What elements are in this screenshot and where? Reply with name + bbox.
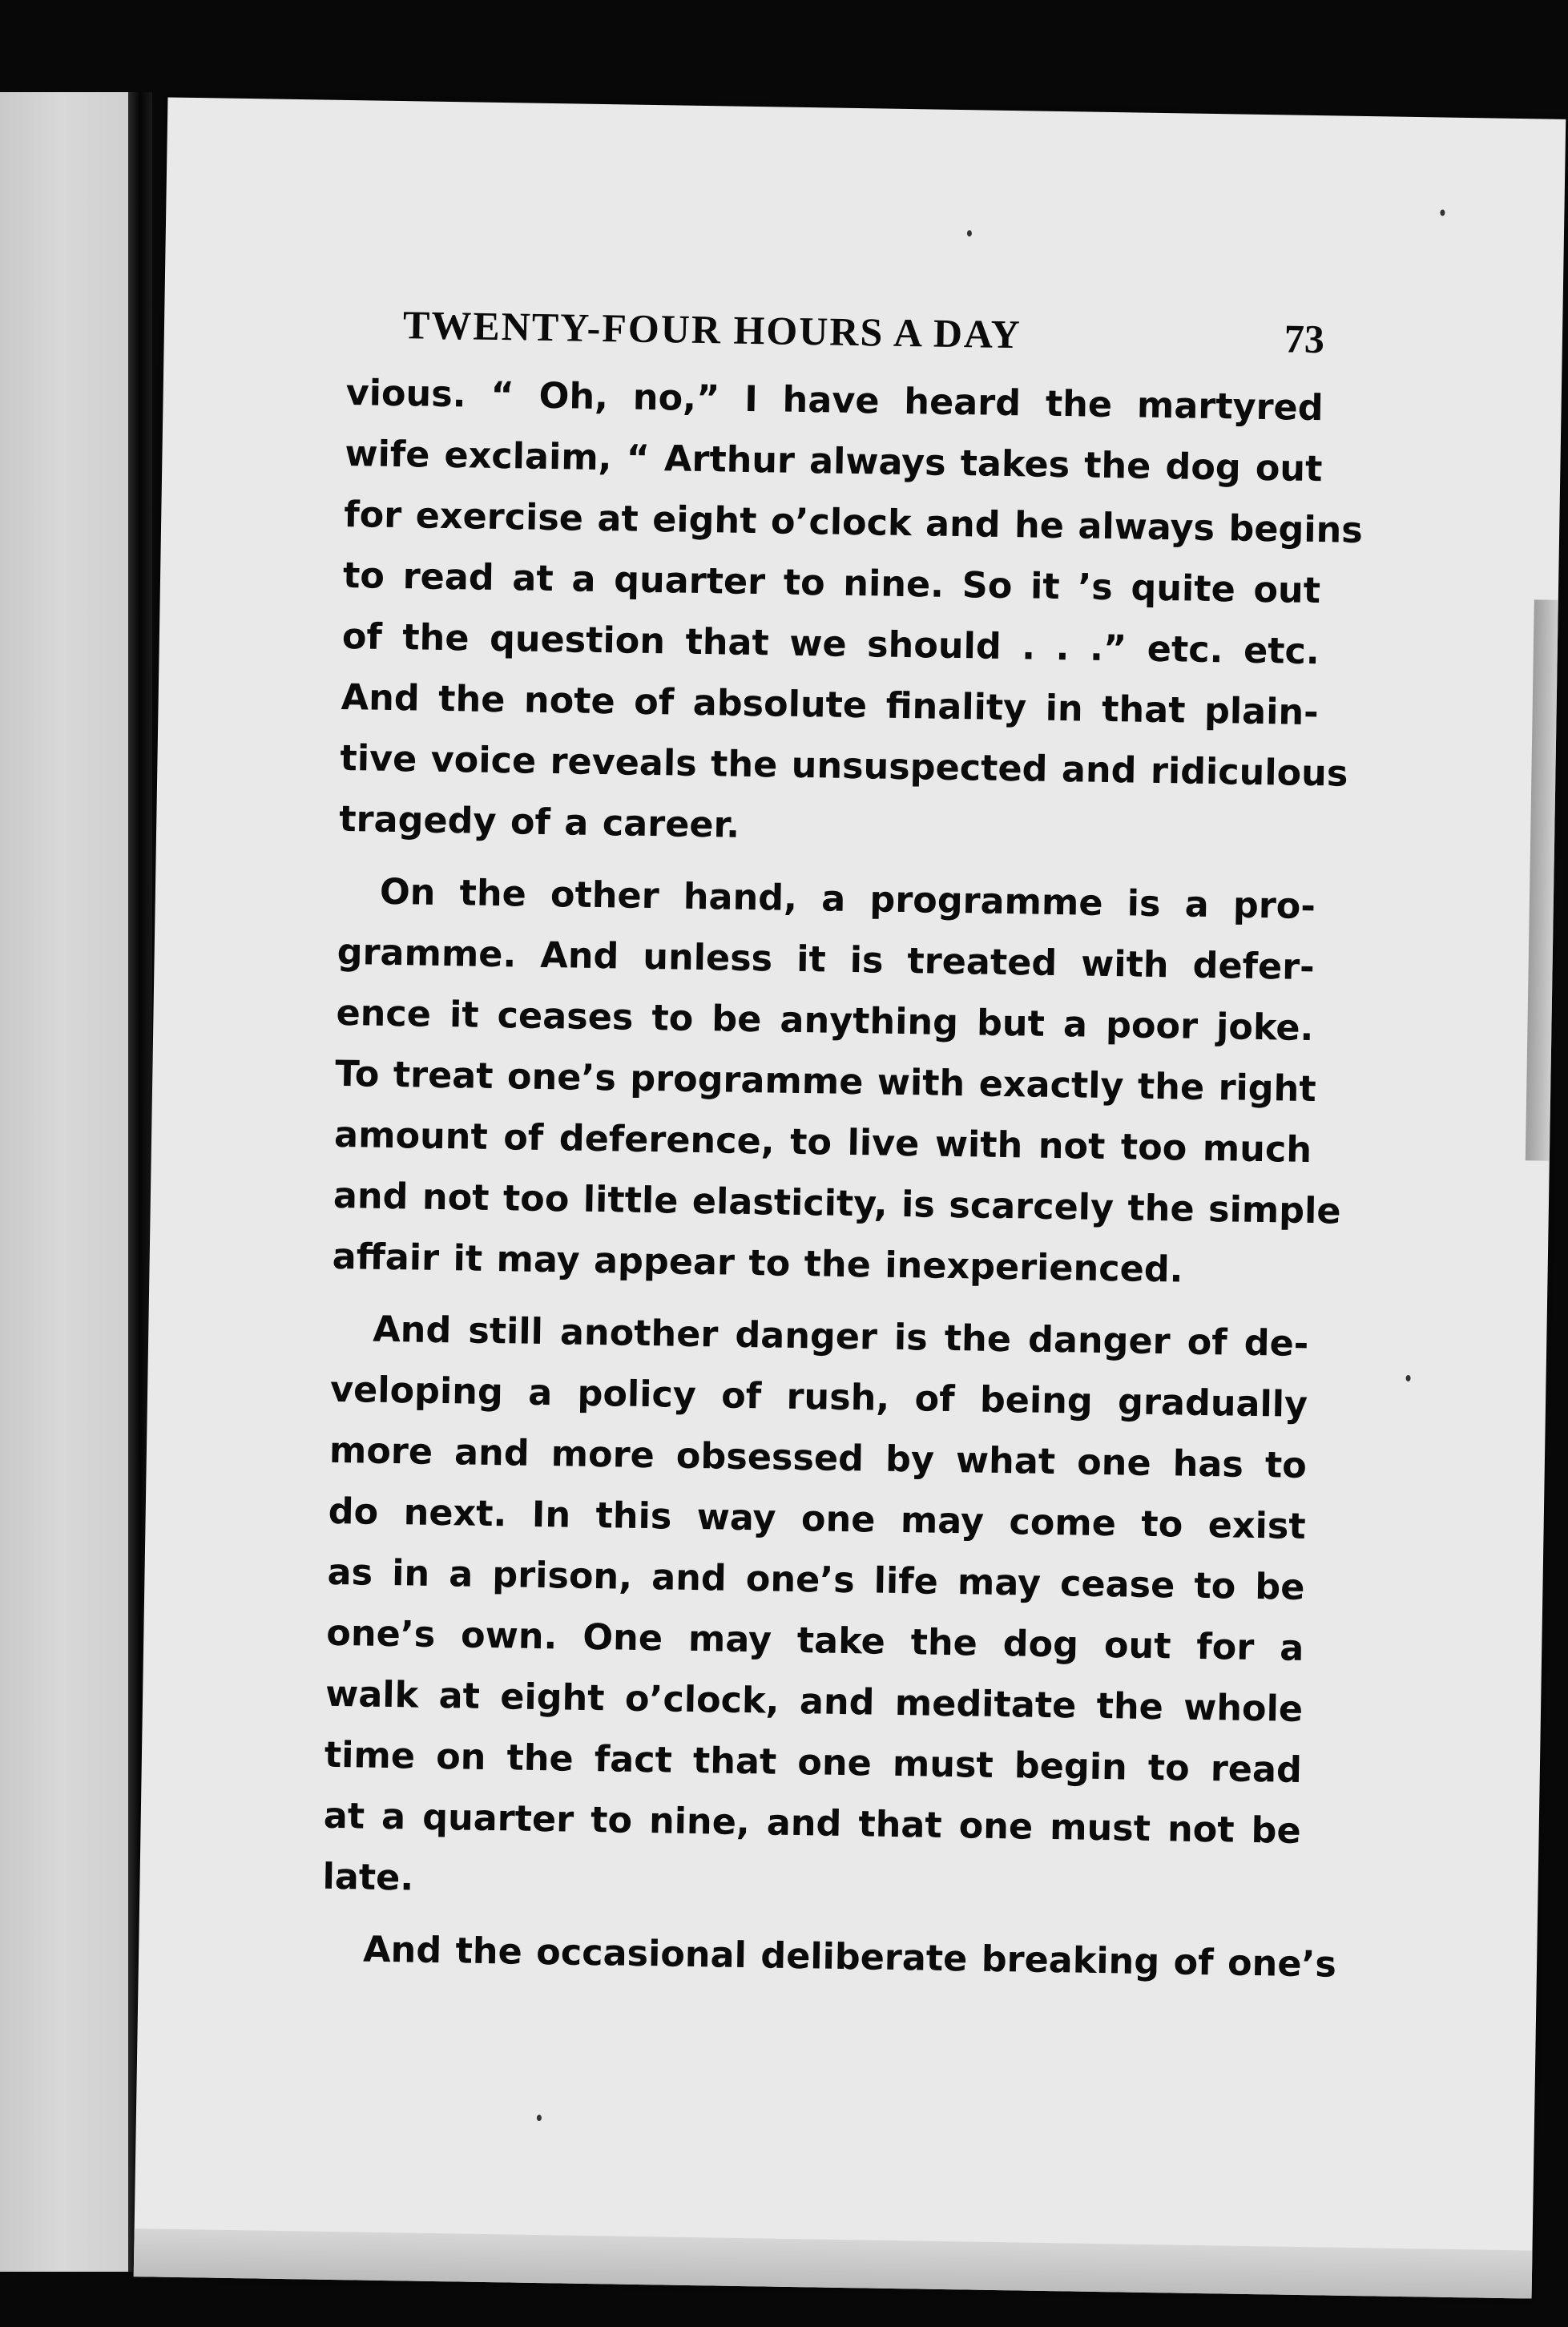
- text-line: veloping a policy of rush, of being gradually: [329, 1369, 1308, 1426]
- paragraph-4: [321, 1919, 1337, 1995]
- adjacent-left-page: [0, 92, 135, 2272]
- paragraph-2: [332, 861, 1341, 1303]
- text-line: And still another danger is the danger of de-: [372, 1309, 1309, 1365]
- paragraph-1: [338, 363, 1364, 865]
- dust-speck: [967, 230, 972, 236]
- paragraph-3: [322, 1299, 1309, 1923]
- text-line: And the occasional deliberate breaking of one’s: [362, 1929, 1337, 1986]
- text-line: for exercise at eight o’clock and he always begins: [343, 494, 1364, 551]
- page-text-block: [321, 300, 1364, 1995]
- text-line: and not too little elasticity, is scarcely the simple: [333, 1175, 1341, 1232]
- text-line: time on the fact that one must begin to read: [324, 1734, 1303, 1791]
- text-line: to read at a quarter to nine. So it ’s quite out: [342, 555, 1321, 612]
- text-line: amount of deference, to live with not too much: [333, 1114, 1312, 1172]
- text-line: wife exclaim, “ Arthur always takes the dog out: [345, 433, 1323, 490]
- dust-speck: [537, 2115, 542, 2121]
- running-head-title: TWENTY-FOUR HOURS A DAY: [402, 302, 1022, 357]
- text-line: do next. In this way one may come to exist: [328, 1490, 1307, 1547]
- text-line: as in a prison, and one’s life may cease to be: [327, 1551, 1305, 1608]
- text-line: ence it ceases to be anything but a poor joke.: [336, 992, 1314, 1050]
- text-line: On the other hand, a programme is a pro-: [379, 871, 1316, 928]
- page-number: 73: [1284, 316, 1325, 362]
- running-head: [346, 300, 1324, 372]
- text-line: of the question that we should . . .” etc. etc.: [341, 615, 1320, 673]
- text-line: one’s own. One may take the dog out for a: [325, 1612, 1304, 1669]
- dust-speck: [1440, 209, 1445, 216]
- text-line: vious. “ Oh, no,” I have heard the martyred: [345, 373, 1324, 430]
- text-line: more and more obsessed by what one has to: [329, 1430, 1308, 1486]
- text-line: walk at eight o’clock, and meditate the whole: [324, 1673, 1304, 1730]
- book-page: [134, 97, 1566, 2298]
- text-line: To treat one’s programme with exactly the right: [334, 1053, 1316, 1111]
- text-line: gramme. And unless it is treated with defer-: [337, 931, 1315, 989]
- text-line: And the note of absolute finality in that plain-: [341, 676, 1319, 734]
- text-line: tive voice reveals the unsuspected and ridiculous: [340, 737, 1348, 795]
- dust-speck: [1405, 1375, 1410, 1381]
- text-line: tragedy of a career.: [338, 798, 740, 846]
- text-line: affair it may appear to the inexperienced.: [332, 1236, 1183, 1291]
- text-line: at a quarter to nine, and that one must not be: [323, 1795, 1302, 1852]
- page-edge-shadow: [1526, 599, 1558, 1160]
- page-bottom-edge: [134, 2228, 1533, 2298]
- text-line: late.: [322, 1856, 414, 1899]
